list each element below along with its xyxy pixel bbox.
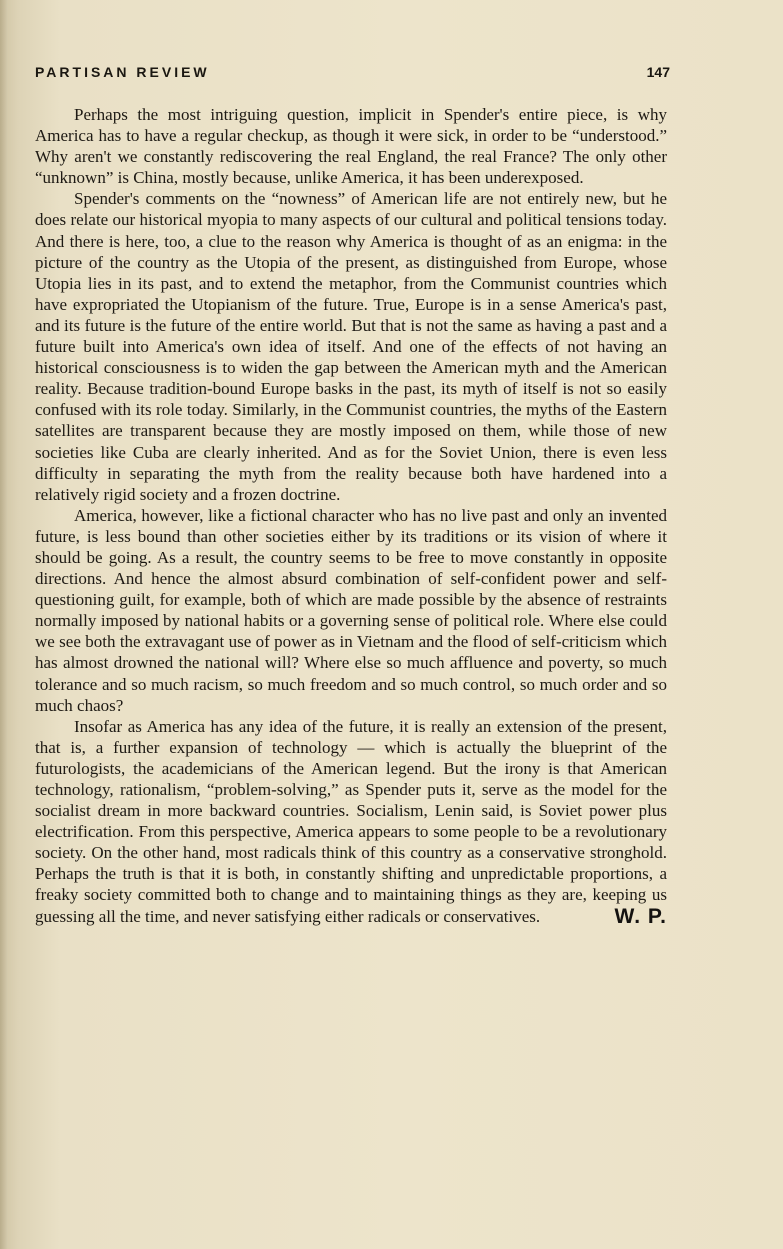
paragraph-1: Perhaps the most intriguing question, implicit in Spender's entire piece, is why America has to have a regular checkup, as though it were sick, in order to be “understood.” Why aren't we constantly rediscovering the real England, the real France? The only other “unknown” is China, mostly because, unlike America, it has been underexposed.	[35, 105, 667, 188]
paragraph-2: Spender's comments on the “nowness” of American life are not entirely new, but he does relate our historical myopia to many aspects of our cultural and political tensions today. And there is here, too, a clue to the reason why America is thought of as an enigma: in the picture of the country as the Utopia of the present, as distinguished from Europe, whose Utopia lies in its past, and to extend the metaphor, from the Communist countries which have expropriated the Utopianism of the future. True, Europe is in a sense America's past, and its future is the future of the entire world. But that is not the same as having a past and a future built into America's own idea of itself. And one of the effects of not having an historical consciousness is to widen the gap between the American myth and the American reality. Because tradition-bound Europe basks in the past, its myth of itself is not so easily confused with its role today. Similarly, in the Communist countries, the myths of the Eastern satellites are transparent because they are mostly imposed on them, while those of new societies like Cuba are clearly inherited. And as for the Soviet Union, there is even less difficulty in separating the myth from the reality because both have hardened into a relatively rigid society and a frozen doctrine.	[35, 189, 667, 504]
closing-paragraph	[35, 716, 667, 927]
binding-edge	[0, 0, 8, 1249]
article-body	[35, 104, 667, 927]
journal-name: PARTISAN REVIEW	[35, 64, 210, 80]
page-number: 147	[646, 64, 670, 80]
running-head	[35, 62, 670, 86]
paragraph-3: America, however, like a fictional character who has no live past and only an invented future, is less bound than other societies either by its traditions or its vision of where it should be going. As a result, the country seems to be free to move constantly in opposite directions. And hence the almost absurd combination of self-confident power and self-questioning guilt, for example, both of which are made possible by the absence of restraints normally imposed by national habits or a governing sense of political role. Where else could we see both the extravagant use of power as in Vietnam and the flood of self-criticism which has almost drowned the national will? Where else so much affluence and poverty, so much tolerance and so much racism, so much freedom and so much control, so much order and so much chaos?	[35, 505, 667, 715]
author-signature: W. P.	[614, 904, 667, 928]
paragraph-4: Insofar as America has any idea of the future, it is really an extension of the present, that is, a further expansion of technology — which is actually the blueprint of the futurologists, the academicians of the American legend. But the irony is that American technology, rationalism, “problem-solving,” as Spender puts it, serve as the model for the socialist dream in more backward countries. Socialism, Lenin said, is Soviet power plus electrification. From this perspective, America appears to some people to be a revolutionary society. On the other hand, most radicals think of this country as a conservative stronghold. Perhaps the truth is that it is both, in constantly shifting and unpredictable proportions, a freaky society committed both to change and to maintaining things as they are, keeping us guessing all the time, and never satisfying either radicals or conservatives.	[35, 716, 667, 926]
